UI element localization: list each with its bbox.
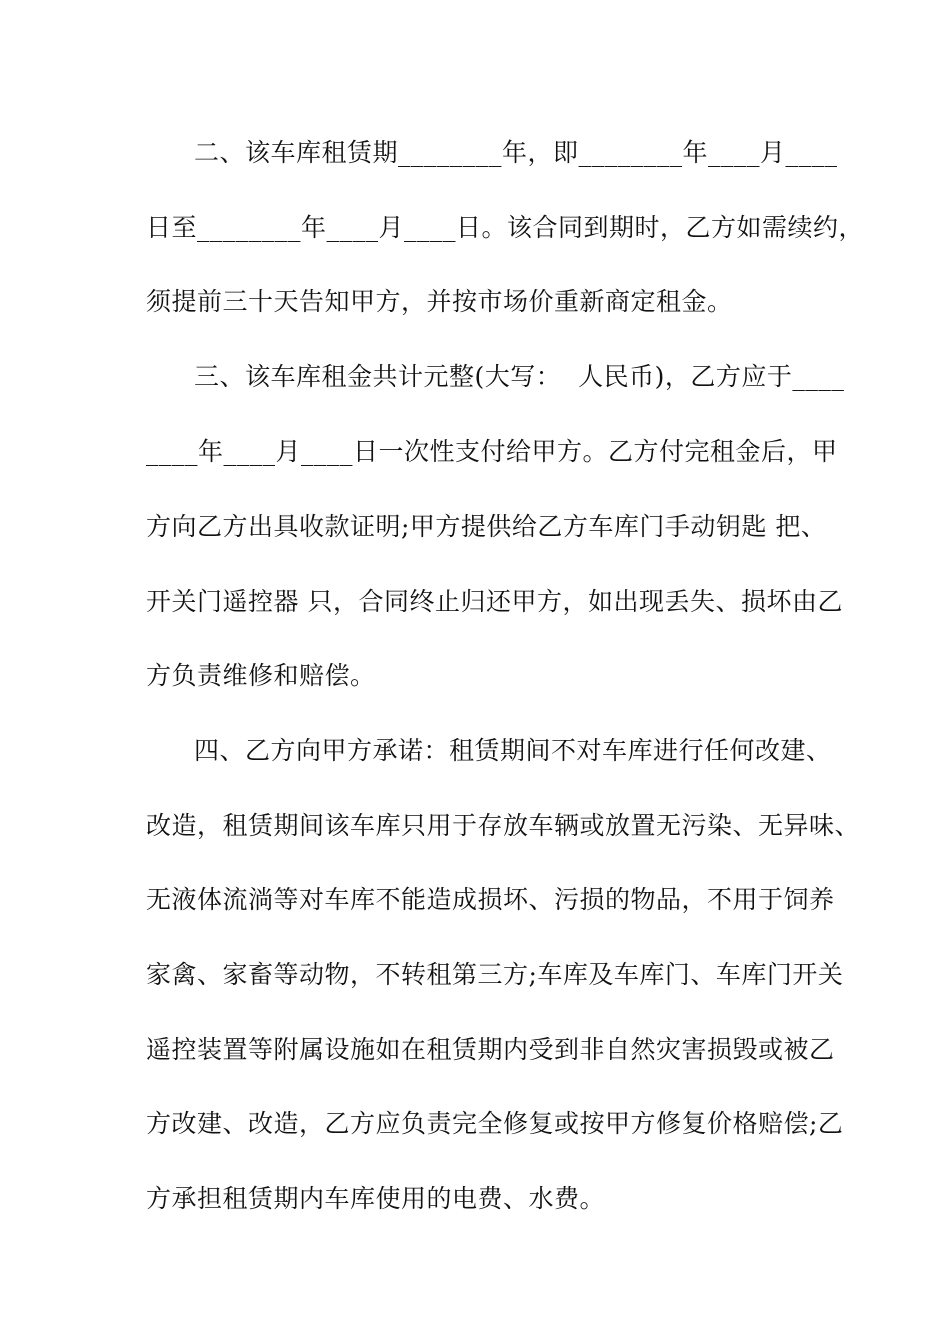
clause-4-line-1: 四、乙方向甲方承诺：租赁期间不对车库进行任何改建、 (194, 736, 832, 765)
clause-3-line-3: 方向乙方出具收款证明;甲方提供给乙方车库门手动钥匙 把、 (146, 512, 827, 541)
clause-4-line-6: 方改建、改造，乙方应负责完全修复或按甲方修复价格赔偿;乙 (146, 1109, 844, 1138)
clause-4-line-7: 方承担租赁期内车库使用的电费、水费。 (146, 1184, 606, 1213)
clause-4-line-3: 无液体流淌等对车库不能造成损坏、污损的物品，不用于饲养 (146, 885, 835, 914)
clause-3-line-1: 三、该车库租金共计元整(大写： 人民币)，乙方应于____ (194, 362, 845, 391)
clause-3-line-2: ____年____月____日一次性支付给甲方。乙方付完租金后，甲 (146, 437, 838, 466)
clause-2-line-1: 二、该车库租赁期________年，即________年____月____ (194, 138, 838, 167)
clause-4-line-2: 改造，租赁期间该车库只用于存放车辆或放置无污染、无异味、 (146, 811, 861, 840)
clause-4-line-4: 家禽、家畜等动物，不转租第三方;车库及车库门、车库门开关 (146, 960, 844, 989)
clause-3-line-5: 方负责维修和赔偿。 (146, 661, 376, 690)
clause-2-line-2: 日至________年____月____日。该合同到期时，乙方如需续约， (146, 213, 865, 242)
clause-3-line-4: 开关门遥控器 只，合同终止归还甲方，如出现丢失、损坏由乙 (146, 587, 843, 616)
clause-2-line-3: 须提前三十天告知甲方，并按市场价重新商定租金。 (146, 287, 733, 316)
clause-4-line-5: 遥控装置等附属设施如在租赁期内受到非自然灾害损毁或被乙 (146, 1035, 835, 1064)
